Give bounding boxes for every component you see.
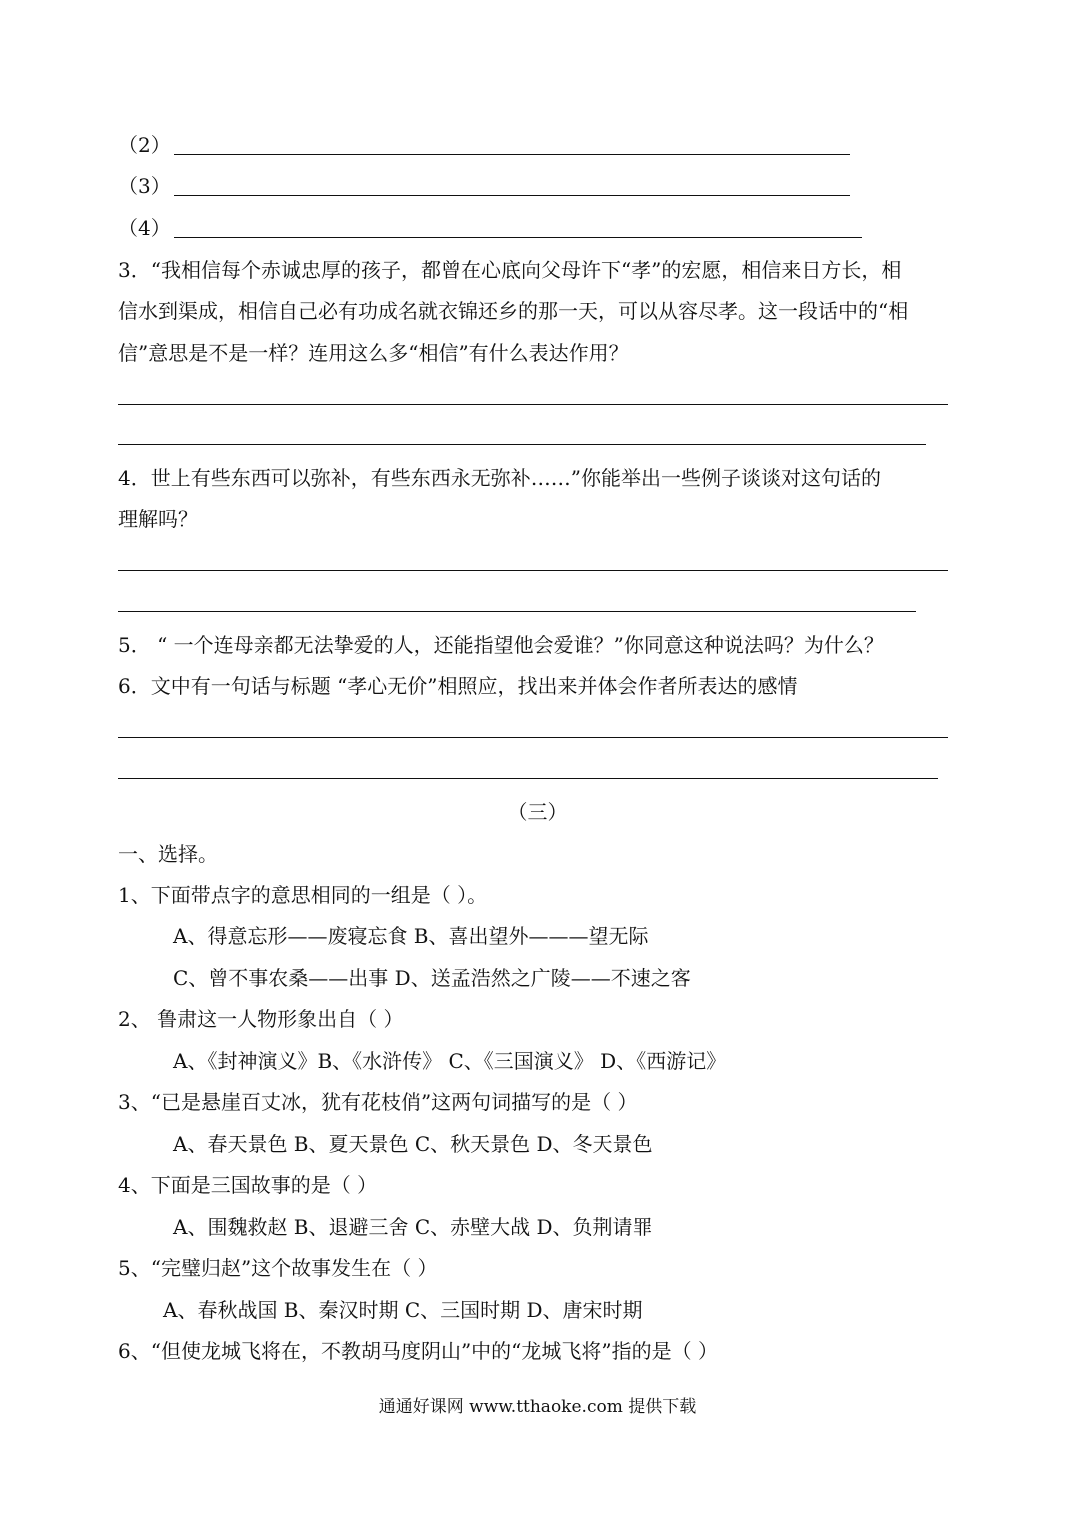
choice-question-2: 2、 鲁肃这一人物形象出自（ ） (118, 1007, 404, 1031)
choice-options: A、围魏救赵 B、退避三舍 C、赤壁大战 D、负荆请罪 (173, 1215, 653, 1239)
choice-options: C、曾不事农桑——出事 D、送孟浩然之广陵——不速之客 (173, 966, 691, 990)
question-3-line-3: 信”意思是不是一样？连用这么多“相信”有什么表达作用？ (118, 341, 629, 365)
answer-line (118, 444, 926, 445)
part-heading: 一、选择。 (118, 842, 218, 866)
choice-options: A、得意忘形——废寝忘食 B、喜出望外———望无际 (173, 924, 649, 948)
question-4-line-1: 4．世上有些东西可以弥补，有些东西永无弥补……”你能举出一些例子谈谈对这句话的 (118, 466, 881, 490)
answer-line (174, 195, 850, 196)
choice-question-4: 4、下面是三国故事的是（ ） (118, 1173, 378, 1197)
choice-question-6: 6、“但使龙城飞将在，不教胡马度阴山”中的“龙城飞将”指的是（ ） (118, 1339, 718, 1363)
question-3-line-2: 信水到渠成，相信自己必有功成名就衣锦还乡的那一天，可以从容尽孝。这一段话中的“相 (118, 299, 909, 323)
answer-line (118, 737, 948, 738)
question-3-line-1: 3．“我相信每个赤诚忠厚的孩子，都曾在心底向父母许下“孝”的宏愿，相信来日方长，相 (118, 258, 902, 282)
page-footer: 通通好课网 www.tthaoke.com 提供下载 (378, 1397, 697, 1417)
answer-line (118, 611, 916, 612)
section-title: （三） (507, 800, 568, 824)
answer-line (118, 778, 938, 779)
blank-number: （3） (118, 174, 171, 198)
choice-options: A、《封神演义》B、《水浒传》 C、《三国演义》 D、《西游记》 (173, 1049, 727, 1073)
answer-line (174, 154, 850, 155)
question-5: 5． “ 一个连母亲都无法挚爱的人，还能指望他会爱谁？”你同意这种说法吗？为什么？ (118, 633, 884, 657)
question-4-line-2: 理解吗？ (118, 507, 198, 531)
blank-number: （4） (118, 216, 171, 240)
choice-options: A、春天景色 B、夏天景色 C、秋天景色 D、冬天景色 (173, 1132, 653, 1156)
answer-line (174, 237, 862, 238)
blank-number: （2） (118, 133, 171, 157)
choice-question-1: 1、下面带点字的意思相同的一组是（ ）。 (118, 883, 488, 907)
choice-question-5: 5、“完璧归赵”这个故事发生在（ ） (118, 1256, 438, 1280)
answer-line (118, 570, 948, 571)
choice-question-3: 3、“已是悬崖百丈冰，犹有花枝俏”这两句词描写的是（ ） (118, 1090, 638, 1114)
question-6: 6．文中有一句话与标题 “孝心无价”相照应，找出来并体会作者所表达的感情 (118, 674, 798, 698)
answer-line (118, 404, 948, 405)
choice-options: A、春秋战国 B、秦汉时期 C、三国时期 D、唐宋时期 (163, 1298, 643, 1322)
